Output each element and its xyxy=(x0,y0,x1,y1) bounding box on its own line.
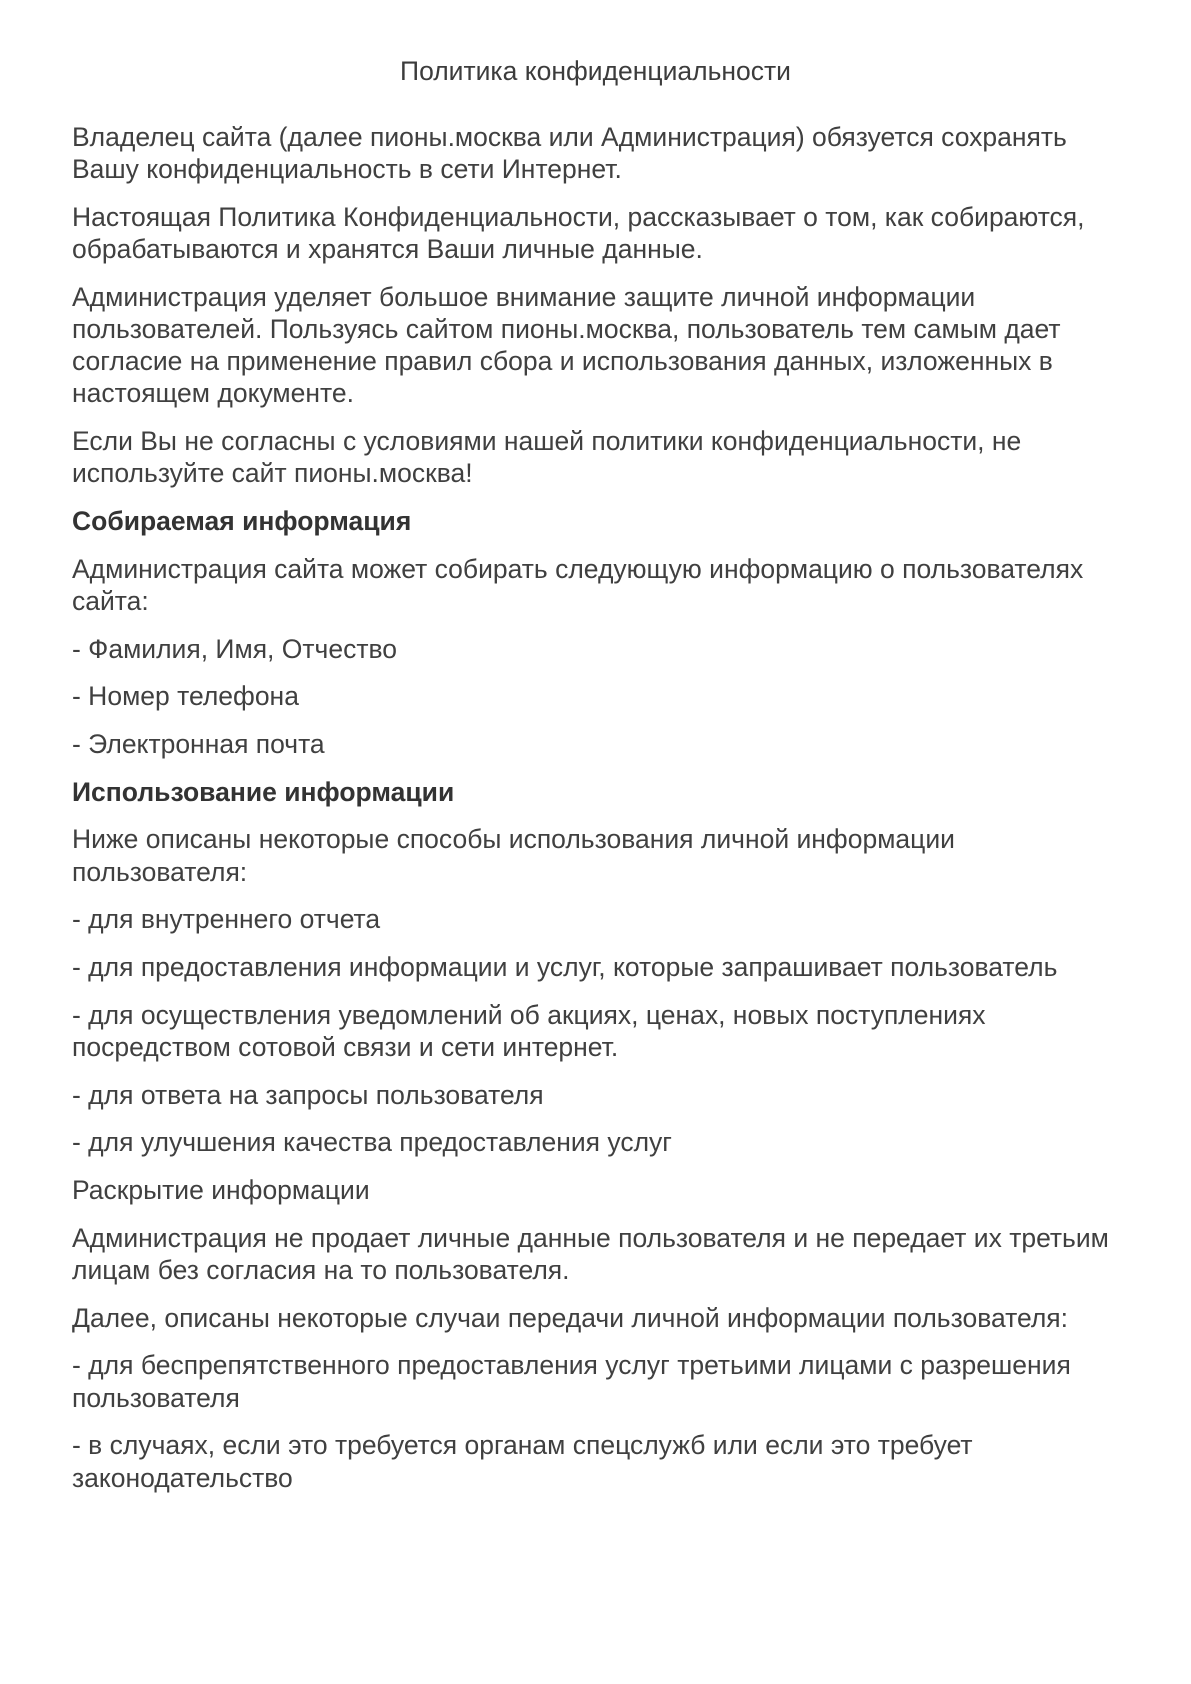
disclosure-paragraph: Администрация не продает личные данные пользователя и не передает их третьим лицам без согласия на то пользователя. xyxy=(72,1222,1109,1285)
list-item: - Электронная почта xyxy=(72,729,325,760)
section-heading-usage: Использование информации xyxy=(72,776,455,807)
intro-paragraph: Если Вы не согласны с условиями нашей политики конфиденциальности, не используйте сайт пионы.москва! xyxy=(72,426,1022,489)
section-heading-collected: Собираемая информация xyxy=(72,506,412,537)
list-item: - Фамилия, Имя, Отчество xyxy=(72,633,397,664)
list-item: - для предоставления информации и услуг, которые запрашивает пользователь xyxy=(72,952,1058,983)
usage-lead: Ниже описаны некоторые способы использования личной информации пользователя: xyxy=(72,824,955,887)
intro-paragraph: Настоящая Политика Конфиденциальности, рассказывает о том, как собираются, обрабатываются и хранятся Ваши личные данные. xyxy=(72,201,1085,265)
list-item: - в случаях, если это требуется органам спецслужб или если это требует законодательство xyxy=(72,1430,973,1493)
collected-lead: Администрация сайта может собирать следующую информацию о пользователях сайта: xyxy=(72,553,1084,616)
list-item: - для беспрепятственного предоставления услуг третьими лицами с разрешения пользователя xyxy=(72,1350,1071,1413)
disclosure-paragraph: Далее, описаны некоторые случаи передачи личной информации пользователя: xyxy=(72,1302,1069,1333)
document-body xyxy=(72,121,1122,1509)
list-item: - Номер телефона xyxy=(72,681,299,712)
intro-paragraph: Администрация уделяет большое внимание защите личной информации пользователей. Пользуясь сайтом пионы.москва, пользователь тем самым дает согласие на применение правил сбора и использования данных, изложенных в настоящем документе. xyxy=(72,281,1061,409)
list-item: - для осуществления уведомлений об акциях, ценах, новых поступлениях посредством сотовой связи и сети интернет. xyxy=(72,999,986,1062)
page-title: Политика конфиденциальности xyxy=(400,56,791,86)
list-item: - для ответа на запросы пользователя xyxy=(72,1079,544,1110)
list-item: - для улучшения качества предоставления услуг xyxy=(72,1127,672,1158)
list-item: - для внутреннего отчета xyxy=(72,904,381,935)
section-heading-disclosure: Раскрытие информации xyxy=(72,1175,370,1206)
intro-paragraph: Владелец сайта (далее пионы.москва или Администрация) обязуется сохранять Вашу конфиденциальность в сети Интернет. xyxy=(72,122,1067,185)
